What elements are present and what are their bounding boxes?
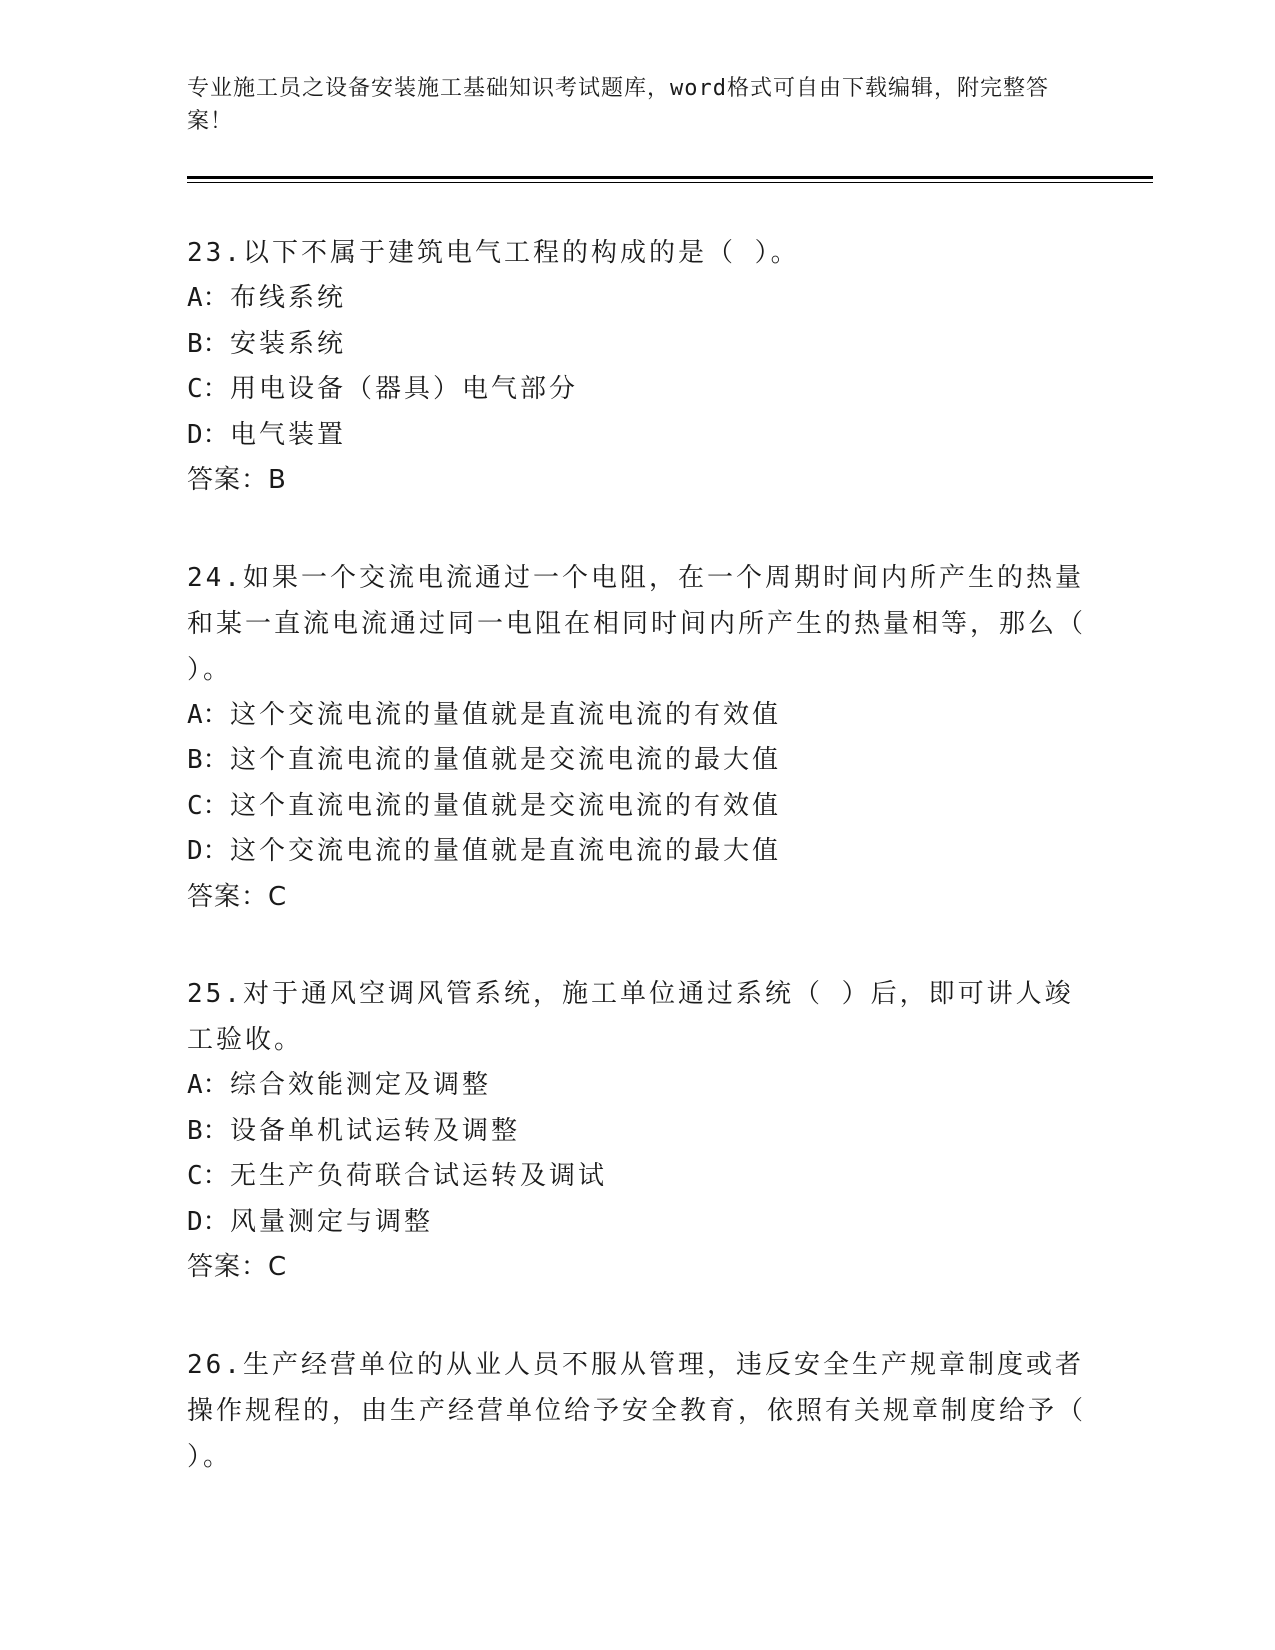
question-23 (187, 230, 1087, 504)
question-stem: 26.生产经营单位的从业人员不服从管理，违反安全生产规章制度或者操作规程的，由生产经营单位给予安全教育，依照有关规章制度给予（ ）。 (187, 1349, 1087, 1472)
question-list (187, 230, 1087, 1531)
option-key: D： (187, 419, 229, 450)
option-text: 设备单机试运转及调整 (230, 1115, 521, 1146)
option-key: A： (187, 1070, 229, 1100)
header-rule-thick (187, 176, 1153, 179)
question-stem: 23.以下不属于建筑电气工程的构成的是（ ）。 (187, 238, 800, 268)
option-key: B： (187, 1115, 229, 1146)
header-rule-thin (187, 182, 1153, 183)
option-b (187, 322, 1087, 368)
option-b (187, 738, 1087, 784)
question-stem: 24.如果一个交流电流通过一个电阻，在一个周期时间内所产生的热量和某一直流电流通过同一电阻在相同时间内所产生的热量相等，那么（ ）。 (187, 562, 1087, 685)
option-d (187, 1200, 1087, 1246)
option-c (187, 367, 1087, 413)
option-c (187, 1154, 1087, 1200)
option-text: 这个交流电流的量值就是直流电流的最大值 (230, 836, 782, 866)
option-text: 这个交流电流的量值就是直流电流的有效值 (230, 699, 782, 730)
option-key: C： (187, 374, 229, 404)
option-d (187, 413, 1087, 459)
question-24 (187, 555, 1087, 921)
option-text: 这个直流电流的量值就是交流电流的有效值 (230, 790, 782, 821)
option-a (187, 1063, 1087, 1109)
question-26 (187, 1342, 1087, 1480)
option-a (187, 693, 1087, 739)
answer: 答案：B (187, 465, 287, 495)
option-text: 这个直流电流的量值就是交流电流的最大值 (230, 745, 782, 775)
option-key: D： (187, 836, 229, 866)
option-key: B： (187, 745, 229, 775)
option-text: 综合效能测定及调整 (230, 1070, 492, 1100)
question-stem: 25.对于通风空调风管系统，施工单位通过系统（ ）后，即可讲人竣工验收。 (187, 979, 1074, 1055)
option-text: 布线系统 (230, 283, 347, 313)
document-header: 专业施工员之设备安装施工基础知识考试题库，word格式可自由下载编辑，附完整答案！ (187, 76, 1049, 134)
option-key: A： (187, 283, 229, 313)
option-key: B： (187, 328, 229, 359)
option-a (187, 276, 1087, 322)
option-key: D： (187, 1206, 229, 1237)
option-key: A： (187, 699, 229, 730)
option-c (187, 784, 1087, 830)
option-text: 无生产负荷联合试运转及调试 (230, 1161, 608, 1191)
answer: 答案：C (187, 1252, 288, 1282)
option-key: C： (187, 1161, 229, 1191)
question-25 (187, 971, 1087, 1291)
option-key: C： (187, 790, 229, 821)
option-d (187, 829, 1087, 875)
option-text: 用电设备（器具）电气部分 (230, 374, 579, 404)
option-text: 安装系统 (230, 328, 347, 359)
option-text: 风量测定与调整 (230, 1206, 434, 1237)
option-b (187, 1109, 1087, 1155)
option-text: 电气装置 (230, 419, 347, 450)
answer: 答案：C (187, 881, 288, 912)
